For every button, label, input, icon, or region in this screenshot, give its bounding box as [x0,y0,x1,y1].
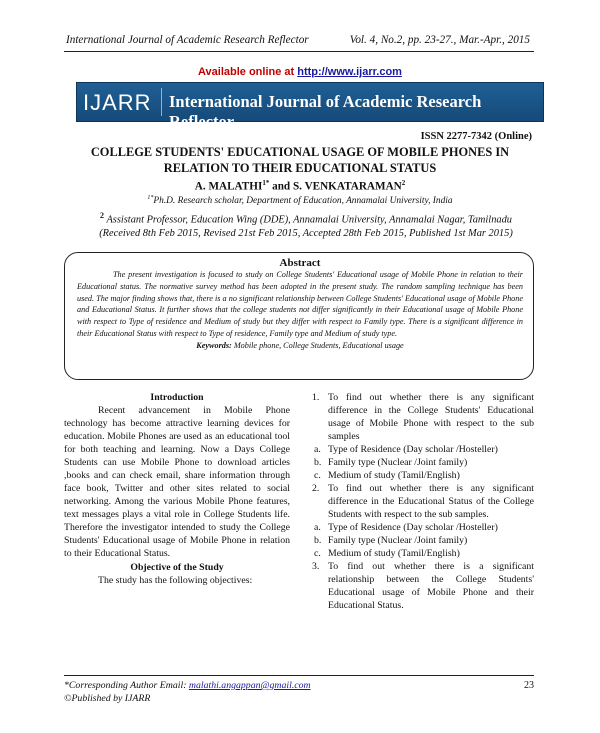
item-text: Medium of study (Tamil/English) [328,548,460,559]
keywords-text: Mobile phone, College Students, Educational usage [231,340,404,350]
item-number: 2. [312,483,320,494]
item-letter: c. [314,548,321,559]
corresponding-label: *Corresponding Author Email: [64,680,189,691]
authors [0,179,600,193]
sub-item [308,443,534,456]
banner-title: International Journal of Academic Research Reflector [169,92,482,131]
item-letter: a. [314,444,321,455]
left-column [64,391,290,587]
item-text: Type of Residence (Day scholar /Hosteller) [328,444,498,455]
running-header-volume: Vol. 4, No.2, pp. 23-27., Mar.-Apr., 2015 [349,34,530,46]
affiliation-1 [0,195,600,206]
sub-item [308,521,534,534]
author-2: S. VENKATARAMAN [292,180,402,193]
objective-item [308,391,534,443]
abstract-heading: Abstract [279,257,321,269]
author-2-mark: 2 [401,179,406,187]
objective-text: The study has the following objectives: [98,575,253,586]
author-1-mark: 1* [262,179,270,187]
running-header-journal: International Journal of Academic Research Reflector [66,34,309,46]
author-1: A. MALATHI [194,180,263,193]
sub-item [308,456,534,469]
sub-item [308,534,534,547]
introduction-heading: Introduction [150,392,204,403]
published-by: ©Published by IJARR [64,693,151,704]
introduction-text: Recent advancement in Mobile Phone technology has become attractive learning devices for education. Mobile Phones are used as an educational tool for both teaching and learning. Now a Days College Students can use Mobile Phone to download articles ,books and can check email, share information through face book, Twitter and other sites related to social networking. Among the various Mobile Phone features, text messages plays a vital role in College Students life. Therefore the investigator intended to study the College Students' Educational usage of Mobile Phone in relation to their Educational Status. [64,405,290,559]
affil-2-text: Assistant Professor, Education Wing (DDE), Annamalai University, Annamalai Nagar, Tamilnadu [106,214,512,226]
item-text: Type of Residence (Day scholar /Hosteller) [328,522,498,533]
footer-rule [64,675,534,676]
sub-item [308,547,534,560]
item-text: Family type (Nuclear /Joint family) [328,457,468,468]
item-letter: b. [314,535,322,546]
item-text: Medium of study (Tamil/English) [328,470,460,481]
header-rule [64,51,534,52]
objective-heading: Objective of the Study [130,562,224,573]
journal-banner [76,82,544,131]
abstract-box [64,252,534,380]
abstract-text: The present investigation is focused to study on College Students' Educational usage of Mobile Phone in relation to their Educational status. The normative survey method has been adopted in the present study. The random sampling technique has been used. The major finding shows that, there is a no significant relationship between College Students' Educational usage of Mobile Phone and Educational Status. It further shows that the college students not differ significantly in their Educational usage of Mobile Phone with respect to Type of residence and Medium of study but they differ with respect to Family type. There is a significant difference in their Educational Status with respect to Type of residence, Family type and Medium of study type. [77,270,523,338]
item-text: To find out whether there is any significant difference in the Educational Status of the College Students with respect to the sub samples. [328,483,534,520]
keywords [77,341,523,350]
title-line-1: COLLEGE STUDENTS' EDUCATIONAL USAGE OF MOBILE PHONES IN [90,145,510,159]
affil-1-text: Ph.D. Research scholar, Department of Education, Annamalai University, India [153,196,453,207]
available-online [0,66,600,78]
sub-item [308,469,534,482]
paper-title [60,144,540,176]
item-letter: b. [314,457,322,468]
author-email-link[interactable]: malathi.angappan@gmail.com [188,680,311,691]
objective-item [308,482,534,521]
affil-1-mark: 1* [147,195,154,201]
received-dates: (Received 8th Feb 2015, Revised 21st Feb 2015, Accepted 28th Feb 2015, Published 1st Mar 2015) [99,228,513,240]
item-text: To find out whether there is a significant relationship between the College Students' Educational usage of Mobile Phone and their Educational Status. [328,561,534,611]
authors-and: and [269,180,293,193]
logo-divider [161,88,162,116]
item-number: 3. [312,561,320,572]
journal-url-link[interactable]: http://www.ijarr.com [297,66,402,78]
item-letter: a. [314,522,321,533]
affiliation-2 [56,209,556,241]
item-letter: c. [314,470,321,481]
corresponding-author [64,680,311,691]
item-text: To find out whether there is any significant difference in the College Students' Educational usage of Mobile Phone with respect to the sub samples [328,392,534,442]
issn: ISSN 2277-7342 (Online) [420,131,532,142]
objectives-list [308,391,534,612]
keywords-label: Keywords: [196,340,232,350]
ijarr-logo: IJARR [83,90,152,115]
item-number: 1. [312,392,320,403]
page-number: 23 [524,680,534,691]
available-label: Available online at [198,66,298,78]
title-line-2: RELATION TO THEIR EDUCATIONAL STATUS [163,161,437,175]
item-text: Family type (Nuclear /Joint family) [328,535,468,546]
affil-2-mark: 2 [100,211,105,220]
objective-item [308,560,534,612]
